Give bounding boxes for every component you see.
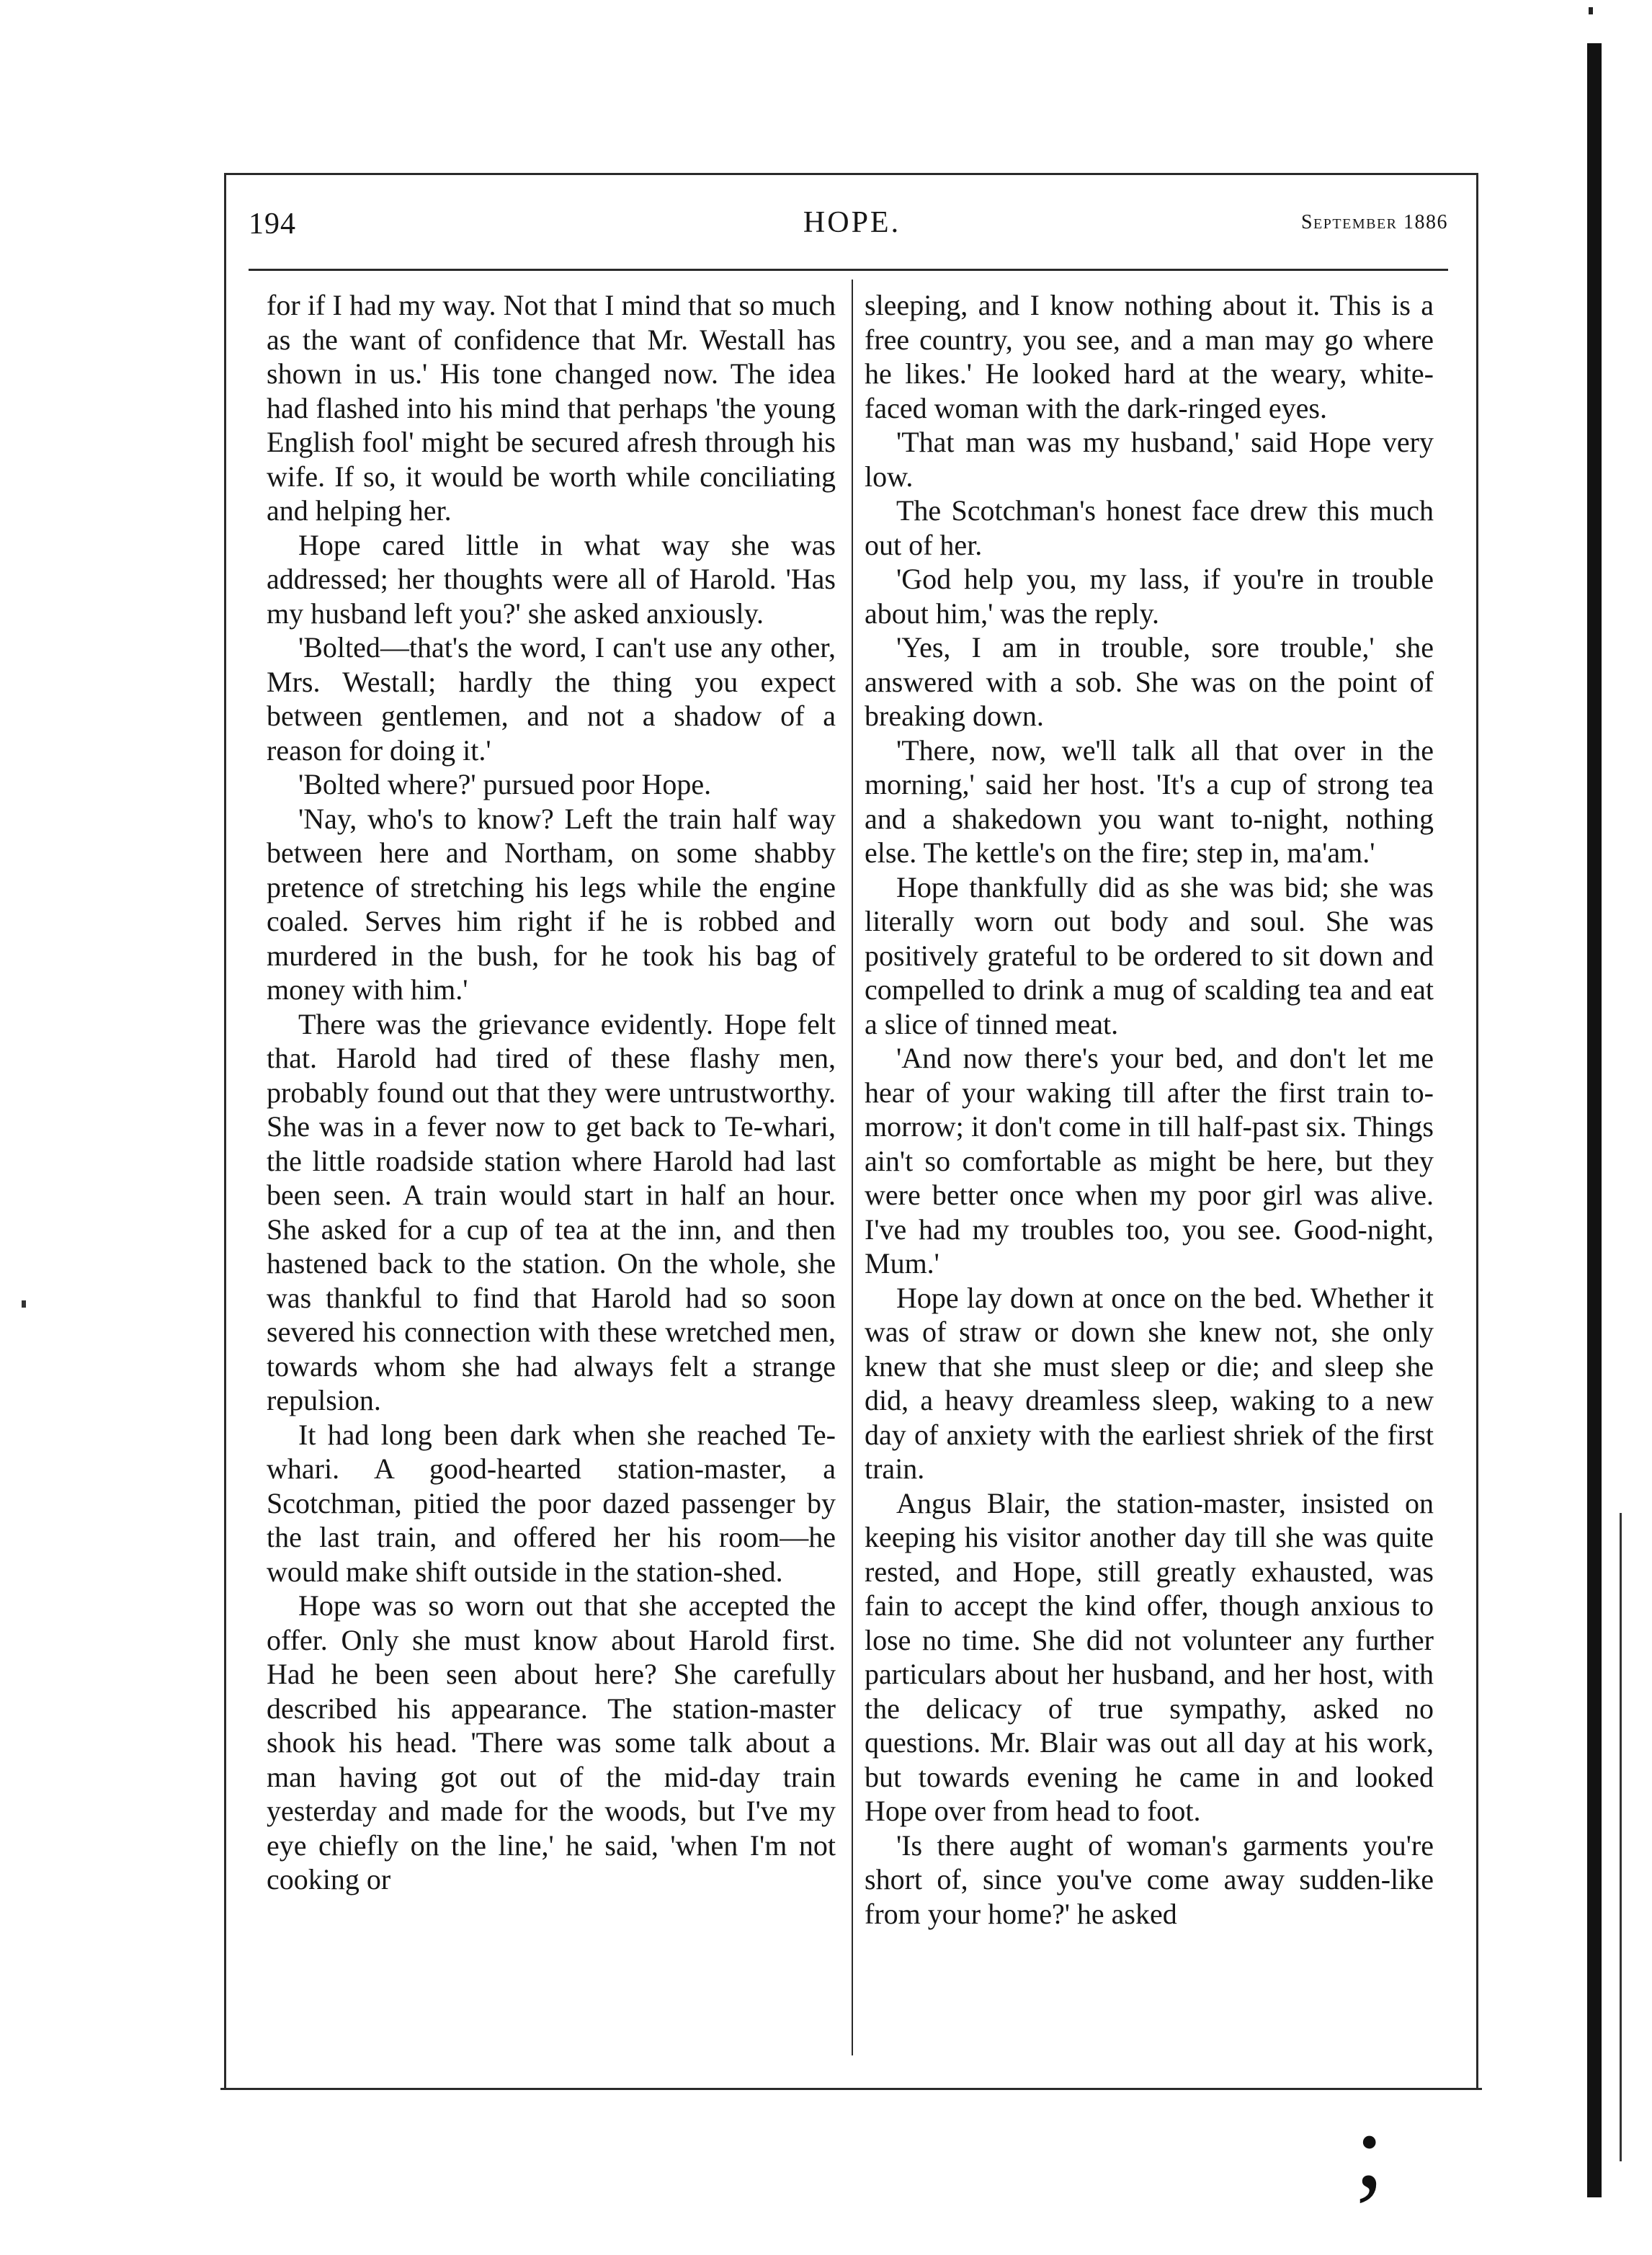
paragraph: 'Bolted where?' pursued poor Hope.	[298, 768, 712, 800]
running-title: HOPE.	[803, 206, 901, 239]
footer-rule	[220, 2088, 1482, 2090]
paragraph: Hope thankfully did as she was bid; she was literally worn out body and soul. She was positively grateful to be ordered to sit down and compelled to drink a mug of scalding tea and eat a slice of tinned meat.	[865, 870, 1434, 1040]
paragraph: There was the grievance evidently. Hope felt that. Harold had tired of these flashy men, probably found out that they were untrustworthy. She was in a fever now to get back to Te-whari, the little roadside station where Harold had last been seen. A train would start in half an hour. She asked for a cup of tea at the inn, and then hastened back to the station. On the whole, she was thankful to find that Harold had so soon severed his connection with these wretched men, towards whom she had always felt a strange repulsion.	[267, 1007, 836, 1416]
scan-speck	[1589, 7, 1593, 14]
page-number: 194	[249, 207, 296, 241]
header-rule	[249, 269, 1448, 271]
paragraph: It had long been dark when she reached Te-whari. A good-hearted station-master, a Scotchman, pitied the poor dazed passenger by the last train, and offered her his room—he would make shift outside in the station-shed.	[267, 1418, 836, 1588]
paragraph: Hope lay down at once on the bed. Whether it was of straw or down she knew not, she only knew that she must sleep or die; and sleep she did, a heavy dreamless sleep, waking to a new day of anxiety with the earliest shriek of the first train.	[865, 1281, 1434, 1485]
paragraph: for if I had my way. Not that I mind that so much as the want of confidence that Mr. Westall has shown in us.' His tone changed now. The idea had flashed into his mind that perhaps 'the young English fool' might be secured afresh through his wife. If so, it would be worth while conciliating and helping her.	[267, 289, 836, 527]
issue-date: September 1886	[1300, 211, 1448, 233]
paragraph: Angus Blair, the station-master, insisted on keeping his visitor another day till she was quite rested, and Hope, still greatly exhausted, was fain to accept the kind offer, though anxious to lose no time. She did not volunteer any further particulars about her husband, and her host, with the delicacy of true sympathy, asked no questions. Mr. Blair was out all day at his work, but towards evening he came in and looked Hope over from head to foot.	[865, 1486, 1434, 1827]
paragraph: 'That man was my husband,' said Hope very low.	[865, 426, 1434, 493]
left-column	[267, 288, 836, 2068]
paragraph: 'God help you, my lass, if you're in trouble about him,' was the reply.	[865, 563, 1434, 630]
paragraph: 'Nay, who's to know? Left the train half way between here and Northam, on some shabby pretence of stretching his legs while the engine coaled. Serves him right if he is robbed and murdered in the bush, for he took his bag of money with him.'	[267, 802, 836, 1006]
paragraph: The Scotchman's honest face drew this much out of her.	[865, 494, 1434, 561]
paragraph: sleeping, and I know nothing about it. This is a free country, you see, and a man may go where he likes.' He looked hard at the weary, white-faced woman with the dark-ringed eyes.	[865, 289, 1434, 424]
binding-edge-thin	[1620, 1513, 1622, 2161]
paragraph: 'Is there aught of woman's garments you're short of, since you've come away sudden-like from your home?' he asked	[865, 1828, 1434, 1930]
right-column	[865, 288, 1434, 2068]
scan-speck	[22, 1300, 26, 1308]
paragraph: 'Yes, I am in trouble, sore trouble,' she answered with a sob. She was on the point of breaking down.	[865, 631, 1434, 732]
binding-edge	[1587, 43, 1602, 2197]
paragraph: Hope was so worn out that she accepted the offer. Only she must know about Harold first. Had he been seen about here? She carefully described his appearance. The station-master shook his head. 'There was some talk about a man having got out of the mid-day train yesterday and made for the woods, but I've my eye chiefly on the line,' he said, 'when I'm not cooking or	[267, 1589, 836, 1895]
running-header	[249, 205, 1455, 256]
paragraph: Hope cared little in what way she was addressed; her thoughts were all of Harold. 'Has my husband left you?' she asked anxiously.	[267, 528, 836, 630]
paragraph: 'There, now, we'll talk all that over in the morning,' said her host. 'It's a cup of strong tea and a shakedown you want to-night, nothing else. The kettle's on the fire; step in, ma'am.'	[865, 733, 1434, 869]
margin-mark: ;	[1354, 2091, 1385, 2210]
paragraph: 'Bolted—that's the word, I can't use any other, Mrs. Westall; hardly the thing you expect between gentlemen, and not a shadow of a reason for doing it.'	[267, 631, 836, 767]
paragraph: 'And now there's your bed, and don't let me hear of your waking till after the first train to-morrow; it don't come in till half-past six. Things ain't so comfortable as might be here, but they were better once when my poor girl was alive. I've had my troubles too, you see. Good-night, Mum.'	[865, 1042, 1434, 1280]
column-divider	[852, 280, 853, 2055]
